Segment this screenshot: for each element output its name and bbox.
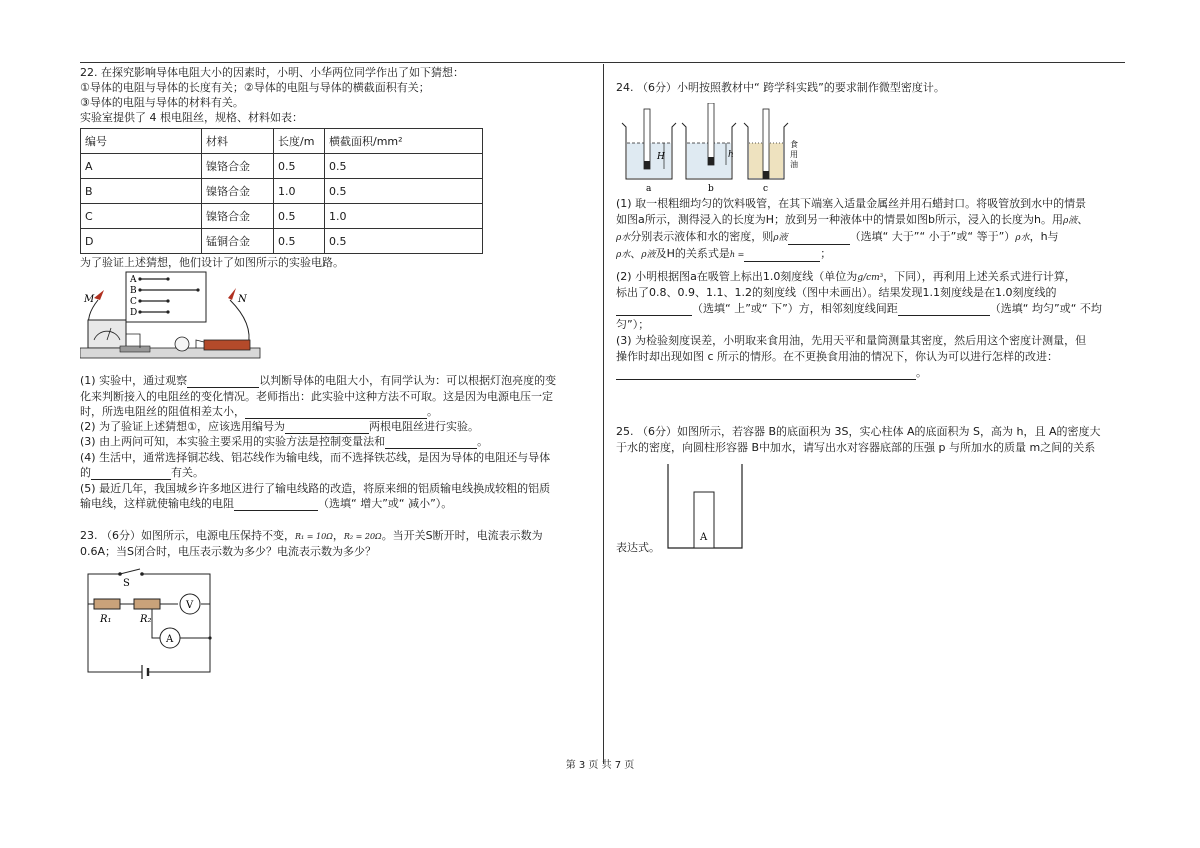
table-cell: 0.5 — [325, 229, 483, 254]
table-cell: 镍铬合金 — [202, 154, 274, 179]
table-cell: 1.0 — [325, 204, 483, 229]
q24-part3-line3: 。 — [616, 366, 927, 380]
table-row — [81, 229, 483, 254]
answer-blank[interactable] — [616, 367, 916, 380]
q24-part2-line4: 匀”）； — [616, 318, 650, 331]
answer-blank[interactable] — [744, 249, 820, 262]
oil-label-3: 油 — [790, 160, 798, 169]
answer-blank[interactable] — [788, 232, 850, 245]
q25-line2: 于水的密度，向圆柱形容器 B中加水，请写出水对容器底部的压强 p 与所加水的质量 m之间的关系 — [616, 441, 1096, 454]
q22-guess-3: ③导体的电阻与导体的材料有关。 — [80, 96, 244, 109]
wire-label-b: B — [130, 286, 137, 296]
q22-part4-line1: (4) 生活中，通常选择铜芯线、铝芯线作为输电线，而不选择铁芯线，是因为导体的电阻还与导体 — [80, 451, 551, 464]
table-header-cell: 编号 — [81, 129, 202, 154]
top-rule — [80, 62, 1125, 63]
q22-table-caption: 实验室提供了 4 根电阻丝，规格、材料如表： — [80, 111, 303, 124]
ammeter-label: A — [166, 634, 174, 645]
answer-blank[interactable] — [234, 498, 318, 511]
table-cell: 镍铬合金 — [202, 204, 274, 229]
r1-resistor — [94, 599, 120, 609]
r2-resistor — [134, 599, 160, 609]
q22-guess-1-2: ①导体的电阻与导体的长度有关；②导体的电阻与导体的横截面积有关； — [80, 81, 430, 94]
table-header-cell: 材料 — [202, 129, 274, 154]
q22-part3: (3) 由上两问可知，本实验主要采用的实验方法是控制变量法和 。 — [80, 435, 489, 448]
table-cell: 锰铜合金 — [202, 229, 274, 254]
table-cell: 0.5 — [274, 204, 325, 229]
q22-part1-line2: 化来判断接入的电阻丝的变化情况。老师指出：此实验中这种方法不可取。这是因为电源电压一定 — [80, 390, 553, 403]
answer-blank[interactable] — [385, 436, 477, 449]
wire-label-d: D — [130, 308, 138, 318]
q23-line2: 0.6A；当S闭合时，电压表示数为多少？电流表示数为多少？ — [80, 545, 376, 558]
r1-label: R₁ — [100, 614, 112, 625]
clip-label-m: M — [84, 294, 95, 305]
length-label-h-big: H — [657, 152, 665, 162]
table-cell: 0.5 — [274, 229, 325, 254]
q22-part5-line2: 输电线，这样就使输电线的电阻 （选填“ 增大”或“ 减小”）。 — [80, 497, 453, 510]
q24-part1-line3: ρ水分别表示液体和水的密度，则ρ液 （选填“ 大于”“ 小于”或“ 等于”）ρ水，h与 — [616, 230, 1059, 243]
table-cell: 0.5 — [325, 154, 483, 179]
q22-part1-line3: 时，所选电阻丝的阻值相差太小， 。 — [80, 405, 438, 418]
q22-intro: 22. 在探究影响导体电阻大小的因素时，小明、小华两位同学作出了如下猜想： — [80, 66, 464, 79]
resistance-wire-table — [80, 128, 483, 254]
table-header-cell: 长度/m — [274, 129, 325, 154]
beaker-b — [682, 103, 736, 194]
q24-part1-line2: 如图a所示，测得浸入的长度为H；放到另一种液体中的情景如图b所示，浸入的长度为h。用ρ液、 — [616, 213, 1089, 226]
table-row — [81, 154, 483, 179]
answer-blank[interactable] — [245, 406, 427, 419]
page-number: 第 3 页 共 7 页 — [565, 760, 635, 771]
q24-beakers-figure — [616, 103, 806, 195]
ammeter-icon — [88, 320, 126, 348]
q24-title: 24. （6分）小明按照教材中“ 跨学科实践”的要求制作微型密度计。 — [616, 81, 945, 94]
beaker-a — [622, 109, 676, 194]
caption-b: b — [708, 184, 714, 194]
straw-icon — [644, 109, 650, 169]
table-cell: A — [81, 154, 202, 179]
clip-n-icon — [228, 288, 236, 300]
r2-label: R₂ — [140, 614, 152, 625]
r1-value: R₁ = 10Ω — [295, 532, 333, 541]
table-cell: C — [81, 204, 202, 229]
q24-part2-line2: 标出了0.8、0.9、1.1、1.2的刻度线（图中未画出）。结果发现1.1刻度线是在1.0刻度线的 — [616, 286, 1057, 299]
q22-part2: (2) 为了验证上述猜想①，应该选用编号为 两根电阻丝进行实验。 — [80, 420, 479, 433]
answer-blank[interactable] — [898, 303, 990, 316]
q24-part3-line1: (3) 为检验刻度误差，小明取来食用油，先用天平和量筒测量其密度，然后用这个密度计测量，但 — [616, 334, 1087, 347]
oil-label-1: 食 — [790, 140, 798, 149]
q25-line1: 25. （6分）如图所示，若容器 B的底面积为 3S，实心柱体 A的底面积为 S，高为 h，且 A的密度大 — [616, 425, 1101, 438]
q22-part5-line1: (5) 最近几年，我国城乡许多地区进行了输电线路的改造，将原来细的铝质输电线换成较粗的铝质 — [80, 482, 551, 495]
table-cell: 0.5 — [274, 154, 325, 179]
q22-part1-line1: (1) 实验中，通过观察 以判断导体的电阻大小，有同学认为：可以根据灯泡亮度的变 — [80, 374, 557, 387]
table-cell: B — [81, 179, 202, 204]
voltmeter-label: V — [186, 600, 194, 611]
wire-label-a: A — [130, 275, 137, 285]
table-cell: 1.0 — [274, 179, 325, 204]
answer-blank[interactable] — [616, 303, 692, 316]
cylinder-a-label: A — [700, 532, 708, 543]
clip-m-icon — [94, 290, 104, 300]
column-divider — [603, 64, 604, 764]
q22-circuit-caption: 为了验证上述猜想，他们设计了如图所示的实验电路。 — [80, 256, 344, 269]
q24-part2-line1: (2) 小明根据图a在吸管上标出1.0刻度线（单位为g/cm³，下同），再利用上述关系式进行计算， — [616, 270, 1076, 283]
caption-c: c — [763, 184, 769, 194]
length-label-h-small: h — [728, 150, 734, 160]
table-row — [81, 204, 483, 229]
battery-icon — [204, 340, 250, 350]
table-cell: 镍铬合金 — [202, 179, 274, 204]
q25-container-figure — [666, 462, 746, 552]
q22-circuit-figure — [80, 270, 270, 362]
table-header-row — [81, 129, 483, 154]
answer-blank[interactable] — [285, 421, 369, 434]
answer-blank[interactable] — [91, 467, 171, 480]
table-cell: 0.5 — [325, 179, 483, 204]
q25-line3: 表达式。 — [616, 541, 660, 554]
r2-value: R₂ = 20Ω — [343, 532, 382, 541]
q24-part2-line3: （选填“ 上”或“ 下”）方，相邻刻度线间距 （选填“ 均匀”或“ 不均 — [616, 302, 1102, 316]
caption-a: a — [646, 184, 652, 194]
clip-label-n: N — [238, 294, 247, 305]
table-header-cell: 横截面积/mm² — [325, 129, 483, 154]
q24-part3-line2: 操作时却出现如图 c 所示的情形。在不更换食用油的情况下，你认为可以进行怎样的改进： — [616, 350, 1059, 363]
q23-line1: 23. （6分）如图所示，电源电压保持不变，R₁ = 10Ω，R₂ = 20Ω。当开关S断开时，电流表示数为 — [80, 529, 543, 542]
q24-part1-line1: (1) 取一根粗细均匀的饮料吸管，在其下端塞入适量金属丝并用石蜡封口。将吸管放到水中的情景 — [616, 197, 1087, 210]
table-cell: D — [81, 229, 202, 254]
wire-label-c: C — [130, 297, 137, 307]
table-row — [81, 179, 483, 204]
beaker-c — [744, 109, 798, 194]
straw-icon — [763, 109, 769, 179]
oil-label-2: 用 — [790, 150, 798, 159]
answer-blank[interactable] — [187, 375, 259, 388]
q24-part1-line4: ρ水、ρ液及H的关系式是h = ； — [616, 247, 832, 260]
switch-icon — [120, 346, 150, 352]
q23-circuit-figure — [80, 568, 220, 680]
switch-label: S — [123, 578, 130, 589]
straw-icon — [708, 103, 714, 165]
q22-part4-line2: 的 有关。 — [80, 466, 204, 479]
bulb-icon — [175, 337, 189, 351]
